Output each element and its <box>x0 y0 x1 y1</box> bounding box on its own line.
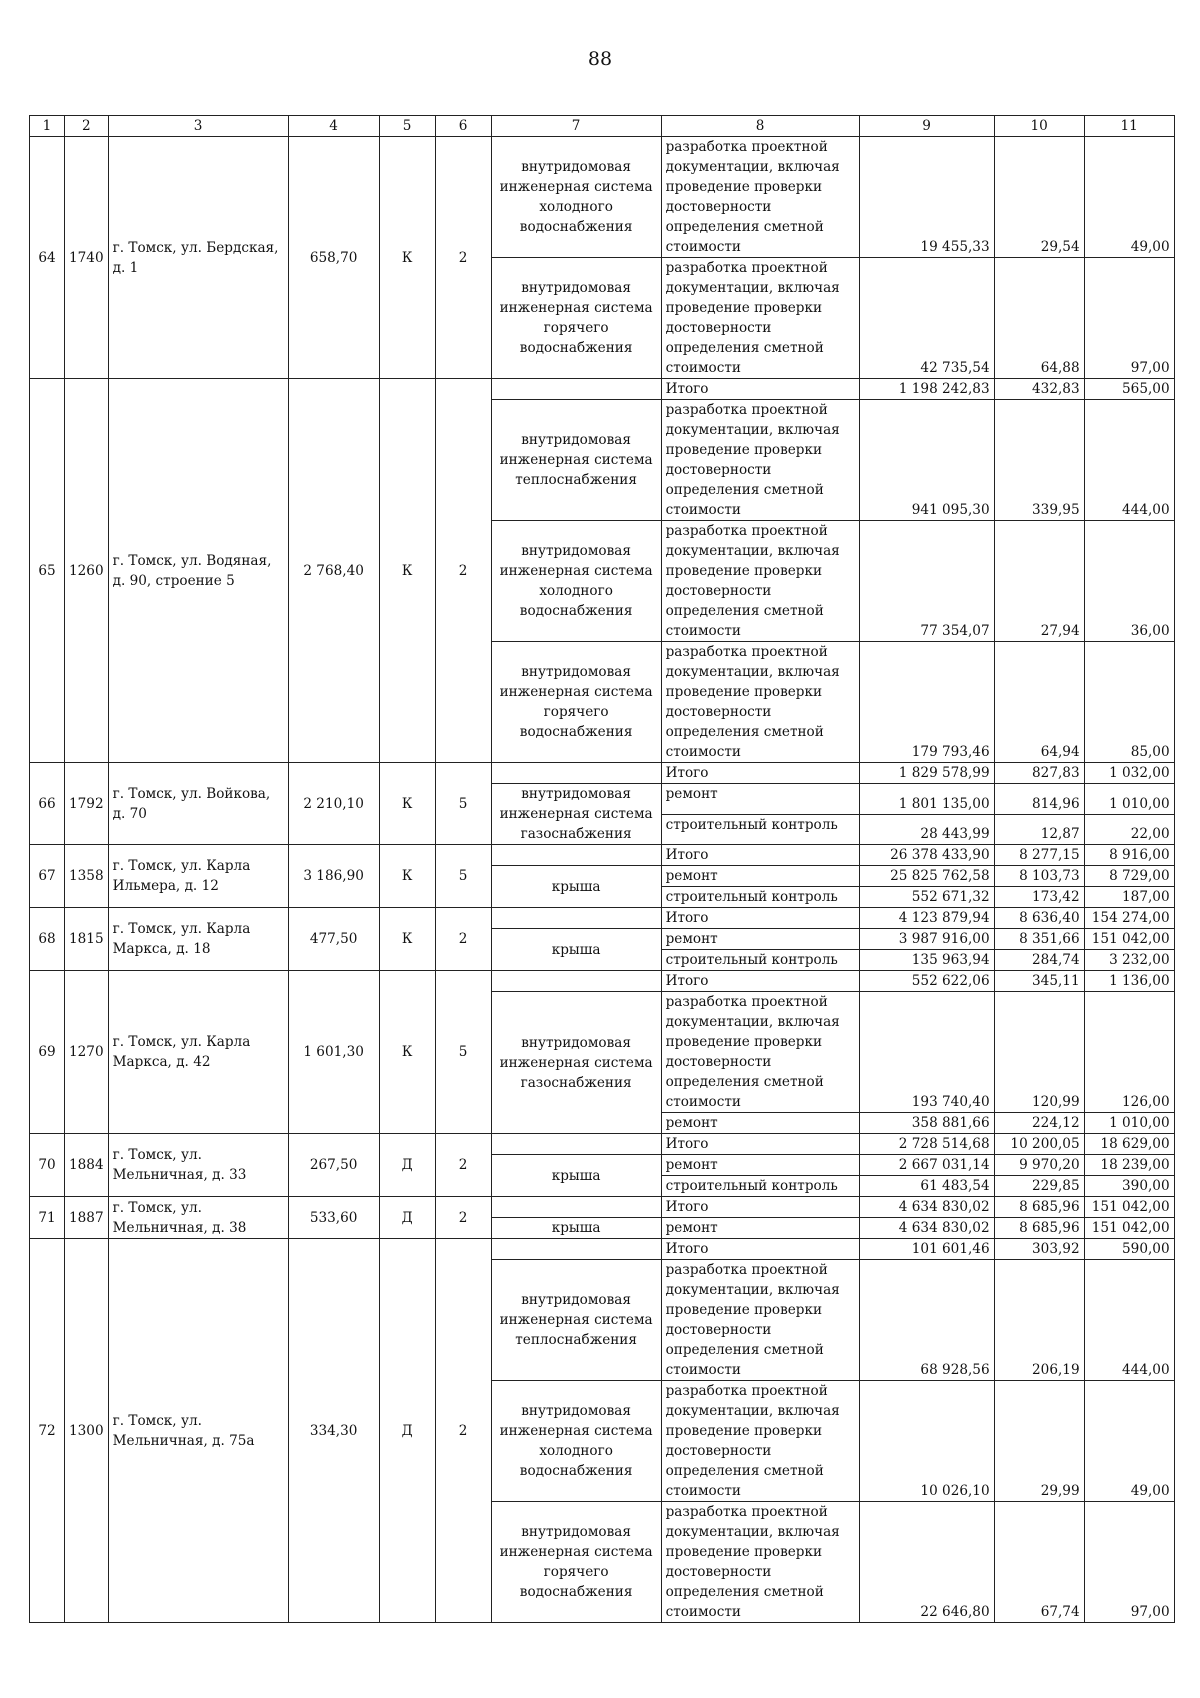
itogo-limit: 565,00 <box>1084 379 1174 400</box>
work-limit: 18 239,00 <box>1084 1155 1174 1176</box>
work-per-sqm: 224,12 <box>994 1113 1084 1134</box>
entry-type: К <box>379 971 435 1134</box>
entry-code: 1260 <box>65 379 109 763</box>
entry-number: 69 <box>30 971 65 1134</box>
entry-code: 1887 <box>65 1197 109 1239</box>
entry-group: 5 <box>435 971 491 1134</box>
work-type: строительный контроль <box>661 814 859 845</box>
entry-area: 2 768,40 <box>288 379 379 763</box>
entry-area: 533,60 <box>288 1197 379 1239</box>
work-cost: 552 671,32 <box>859 887 994 908</box>
work-limit: 151 042,00 <box>1084 929 1174 950</box>
system-name: крыша <box>491 1218 661 1239</box>
work-type: разработка проектной документации, включая проведение проверки достоверности определения сметной стоимости <box>661 400 859 521</box>
system-name: крыша <box>491 1155 661 1197</box>
itogo-label: Итого <box>661 845 859 866</box>
work-per-sqm: 8 103,73 <box>994 866 1084 887</box>
itogo-cost: 4 123 879,94 <box>859 908 994 929</box>
entry-area: 658,70 <box>288 137 379 379</box>
system-name: внутридомовая инженерная система газоснабжения <box>491 992 661 1134</box>
itogo-limit: 1 032,00 <box>1084 763 1174 784</box>
work-cost: 77 354,07 <box>859 521 994 642</box>
work-cost: 358 881,66 <box>859 1113 994 1134</box>
itogo-per-sqm: 8 277,15 <box>994 845 1084 866</box>
table-row <box>30 379 1175 400</box>
entry-type: К <box>379 908 435 971</box>
entry-address: г. Томск, ул. Бердская, д. 1 <box>108 137 288 379</box>
work-type: разработка проектной документации, включая проведение проверки достоверности определения сметной стоимости <box>661 992 859 1113</box>
itogo-label: Итого <box>661 1239 859 1260</box>
system-name: внутридомовая инженерная система горячего водоснабжения <box>491 258 661 379</box>
itogo-cost: 26 378 433,90 <box>859 845 994 866</box>
work-cost: 68 928,56 <box>859 1260 994 1381</box>
work-type: разработка проектной документации, включая проведение проверки достоверности определения сметной стоимости <box>661 137 859 258</box>
system-cell-empty <box>491 763 661 784</box>
itogo-per-sqm: 10 200,05 <box>994 1134 1084 1155</box>
entry-code: 1815 <box>65 908 109 971</box>
entry-type: Д <box>379 1134 435 1197</box>
entry-address: г. Томск, ул. Войкова, д. 70 <box>108 763 288 845</box>
entry-code: 1792 <box>65 763 109 845</box>
table-row <box>30 845 1175 866</box>
work-type: строительный контроль <box>661 1176 859 1197</box>
table-row <box>30 137 1175 258</box>
header-col-6: 6 <box>435 116 491 137</box>
header-col-10: 10 <box>994 116 1084 137</box>
entry-group: 5 <box>435 763 491 845</box>
work-per-sqm: 120,99 <box>994 992 1084 1113</box>
entry-group: 2 <box>435 1197 491 1239</box>
work-cost: 22 646,80 <box>859 1502 994 1623</box>
system-name: внутридомовая инженерная система холодного водоснабжения <box>491 521 661 642</box>
work-per-sqm: 284,74 <box>994 950 1084 971</box>
itogo-cost: 101 601,46 <box>859 1239 994 1260</box>
work-limit: 49,00 <box>1084 137 1174 258</box>
entry-address: г. Томск, ул. Карла Маркса, д. 42 <box>108 971 288 1134</box>
work-limit: 49,00 <box>1084 1381 1174 1502</box>
entry-area: 477,50 <box>288 908 379 971</box>
work-type: разработка проектной документации, включая проведение проверки достоверности определения сметной стоимости <box>661 1502 859 1623</box>
work-type: ремонт <box>661 866 859 887</box>
table-row <box>30 1239 1175 1260</box>
entry-type: Д <box>379 1197 435 1239</box>
itogo-label: Итого <box>661 1134 859 1155</box>
entry-address: г. Томск, ул. Карла Маркса, д. 18 <box>108 908 288 971</box>
work-per-sqm: 8 351,66 <box>994 929 1084 950</box>
work-type: разработка проектной документации, включая проведение проверки достоверности определения сметной стоимости <box>661 1381 859 1502</box>
system-cell-empty <box>491 908 661 929</box>
work-limit: 3 232,00 <box>1084 950 1174 971</box>
entry-type: К <box>379 379 435 763</box>
system-cell-empty <box>491 1239 661 1260</box>
entry-number: 72 <box>30 1239 65 1623</box>
work-per-sqm: 173,42 <box>994 887 1084 908</box>
header-col-4: 4 <box>288 116 379 137</box>
header-col-9: 9 <box>859 116 994 137</box>
itogo-cost: 552 622,06 <box>859 971 994 992</box>
work-type: разработка проектной документации, включая проведение проверки достоверности определения сметной стоимости <box>661 642 859 763</box>
work-cost: 3 987 916,00 <box>859 929 994 950</box>
entry-number: 67 <box>30 845 65 908</box>
work-cost: 42 735,54 <box>859 258 994 379</box>
entry-code: 1884 <box>65 1134 109 1197</box>
itogo-limit: 1 136,00 <box>1084 971 1174 992</box>
entry-area: 334,30 <box>288 1239 379 1623</box>
work-per-sqm: 814,96 <box>994 784 1084 815</box>
entry-number: 64 <box>30 137 65 379</box>
work-cost: 179 793,46 <box>859 642 994 763</box>
itogo-label: Итого <box>661 763 859 784</box>
system-name: внутридомовая инженерная система горячего водоснабжения <box>491 1502 661 1623</box>
header-col-1: 1 <box>30 116 65 137</box>
header-col-7: 7 <box>491 116 661 137</box>
itogo-per-sqm: 827,83 <box>994 763 1084 784</box>
system-cell-empty <box>491 1134 661 1155</box>
work-cost: 28 443,99 <box>859 814 994 845</box>
work-type: ремонт <box>661 784 859 815</box>
work-type: разработка проектной документации, включая проведение проверки достоверности определения сметной стоимости <box>661 521 859 642</box>
header-col-11: 11 <box>1084 116 1174 137</box>
entry-address: г. Томск, ул. Мельничная, д. 38 <box>108 1197 288 1239</box>
work-per-sqm: 64,94 <box>994 642 1084 763</box>
entry-address: г. Томск, ул. Карла Ильмера, д. 12 <box>108 845 288 908</box>
entry-code: 1358 <box>65 845 109 908</box>
work-per-sqm: 8 685,96 <box>994 1218 1084 1239</box>
itogo-per-sqm: 432,83 <box>994 379 1084 400</box>
entry-area: 1 601,30 <box>288 971 379 1134</box>
entry-code: 1740 <box>65 137 109 379</box>
itogo-limit: 154 274,00 <box>1084 908 1174 929</box>
entry-number: 66 <box>30 763 65 845</box>
entry-group: 2 <box>435 379 491 763</box>
table-row <box>30 1134 1175 1155</box>
entry-group: 2 <box>435 1239 491 1623</box>
work-limit: 151 042,00 <box>1084 1218 1174 1239</box>
system-cell-empty <box>491 971 661 992</box>
itogo-label: Итого <box>661 908 859 929</box>
itogo-cost: 1 198 242,83 <box>859 379 994 400</box>
entry-number: 71 <box>30 1197 65 1239</box>
work-per-sqm: 339,95 <box>994 400 1084 521</box>
work-type: разработка проектной документации, включая проведение проверки достоверности определения сметной стоимости <box>661 1260 859 1381</box>
entry-number: 68 <box>30 908 65 971</box>
work-per-sqm: 67,74 <box>994 1502 1084 1623</box>
entry-code: 1270 <box>65 971 109 1134</box>
itogo-cost: 2 728 514,68 <box>859 1134 994 1155</box>
entry-type: К <box>379 763 435 845</box>
entry-code: 1300 <box>65 1239 109 1623</box>
entry-area: 267,50 <box>288 1134 379 1197</box>
itogo-per-sqm: 303,92 <box>994 1239 1084 1260</box>
header-row <box>30 116 1175 137</box>
work-limit: 36,00 <box>1084 521 1174 642</box>
work-per-sqm: 206,19 <box>994 1260 1084 1381</box>
itogo-limit: 590,00 <box>1084 1239 1174 1260</box>
work-per-sqm: 9 970,20 <box>994 1155 1084 1176</box>
entry-address: г. Томск, ул. Мельничная, д. 75а <box>108 1239 288 1623</box>
system-name: внутридомовая инженерная система горячего водоснабжения <box>491 642 661 763</box>
system-name: внутридомовая инженерная система теплоснабжения <box>491 400 661 521</box>
header-col-3: 3 <box>108 116 288 137</box>
system-name: крыша <box>491 866 661 908</box>
header-col-8: 8 <box>661 116 859 137</box>
capital-repair-table <box>29 115 1175 1623</box>
system-name: крыша <box>491 929 661 971</box>
work-cost: 25 825 762,58 <box>859 866 994 887</box>
system-name: внутридомовая инженерная система холодного водоснабжения <box>491 137 661 258</box>
work-type: ремонт <box>661 929 859 950</box>
entry-number: 70 <box>30 1134 65 1197</box>
entry-group: 2 <box>435 1134 491 1197</box>
work-cost: 193 740,40 <box>859 992 994 1113</box>
itogo-label: Итого <box>661 971 859 992</box>
header-col-5: 5 <box>379 116 435 137</box>
work-per-sqm: 29,99 <box>994 1381 1084 1502</box>
system-cell-empty <box>491 1197 661 1218</box>
work-limit: 22,00 <box>1084 814 1174 845</box>
itogo-cost: 1 829 578,99 <box>859 763 994 784</box>
itogo-label: Итого <box>661 379 859 400</box>
itogo-cost: 4 634 830,02 <box>859 1197 994 1218</box>
work-cost: 941 095,30 <box>859 400 994 521</box>
work-limit: 8 729,00 <box>1084 866 1174 887</box>
work-limit: 187,00 <box>1084 887 1174 908</box>
work-cost: 61 483,54 <box>859 1176 994 1197</box>
work-cost: 2 667 031,14 <box>859 1155 994 1176</box>
entry-type: К <box>379 845 435 908</box>
itogo-per-sqm: 8 685,96 <box>994 1197 1084 1218</box>
work-per-sqm: 29,54 <box>994 137 1084 258</box>
itogo-label: Итого <box>661 1197 859 1218</box>
work-cost: 135 963,94 <box>859 950 994 971</box>
table-row <box>30 908 1175 929</box>
work-limit: 97,00 <box>1084 258 1174 379</box>
work-per-sqm: 27,94 <box>994 521 1084 642</box>
work-limit: 444,00 <box>1084 1260 1174 1381</box>
work-limit: 126,00 <box>1084 992 1174 1113</box>
itogo-limit: 18 629,00 <box>1084 1134 1174 1155</box>
table-row <box>30 763 1175 784</box>
system-cell-empty <box>491 379 661 400</box>
system-name: внутридомовая инженерная система теплоснабжения <box>491 1260 661 1381</box>
work-per-sqm: 12,87 <box>994 814 1084 845</box>
entry-type: К <box>379 137 435 379</box>
table-row <box>30 1197 1175 1218</box>
entry-group: 2 <box>435 137 491 379</box>
page-number: 88 <box>587 48 613 70</box>
itogo-per-sqm: 345,11 <box>994 971 1084 992</box>
entry-group: 5 <box>435 845 491 908</box>
work-type: строительный контроль <box>661 950 859 971</box>
itogo-limit: 151 042,00 <box>1084 1197 1174 1218</box>
itogo-per-sqm: 8 636,40 <box>994 908 1084 929</box>
work-type: ремонт <box>661 1155 859 1176</box>
work-limit: 97,00 <box>1084 1502 1174 1623</box>
work-limit: 390,00 <box>1084 1176 1174 1197</box>
system-name: внутридомовая инженерная система газоснабжения <box>491 784 661 845</box>
work-limit: 1 010,00 <box>1084 1113 1174 1134</box>
work-type: разработка проектной документации, включая проведение проверки достоверности определения сметной стоимости <box>661 258 859 379</box>
work-per-sqm: 64,88 <box>994 258 1084 379</box>
entry-number: 65 <box>30 379 65 763</box>
work-limit: 444,00 <box>1084 400 1174 521</box>
table-row <box>30 971 1175 992</box>
work-type: ремонт <box>661 1218 859 1239</box>
work-cost: 10 026,10 <box>859 1381 994 1502</box>
entry-area: 3 186,90 <box>288 845 379 908</box>
header-col-2: 2 <box>65 116 109 137</box>
work-per-sqm: 229,85 <box>994 1176 1084 1197</box>
entry-address: г. Томск, ул. Мельничная, д. 33 <box>108 1134 288 1197</box>
entry-area: 2 210,10 <box>288 763 379 845</box>
work-type: ремонт <box>661 1113 859 1134</box>
entry-type: Д <box>379 1239 435 1623</box>
work-cost: 1 801 135,00 <box>859 784 994 815</box>
system-name: внутридомовая инженерная система холодного водоснабжения <box>491 1381 661 1502</box>
system-cell-empty <box>491 845 661 866</box>
work-cost: 4 634 830,02 <box>859 1218 994 1239</box>
work-limit: 1 010,00 <box>1084 784 1174 815</box>
entry-group: 2 <box>435 908 491 971</box>
work-type: строительный контроль <box>661 887 859 908</box>
work-cost: 19 455,33 <box>859 137 994 258</box>
itogo-limit: 8 916,00 <box>1084 845 1174 866</box>
entry-address: г. Томск, ул. Водяная, д. 90, строение 5 <box>108 379 288 763</box>
work-limit: 85,00 <box>1084 642 1174 763</box>
